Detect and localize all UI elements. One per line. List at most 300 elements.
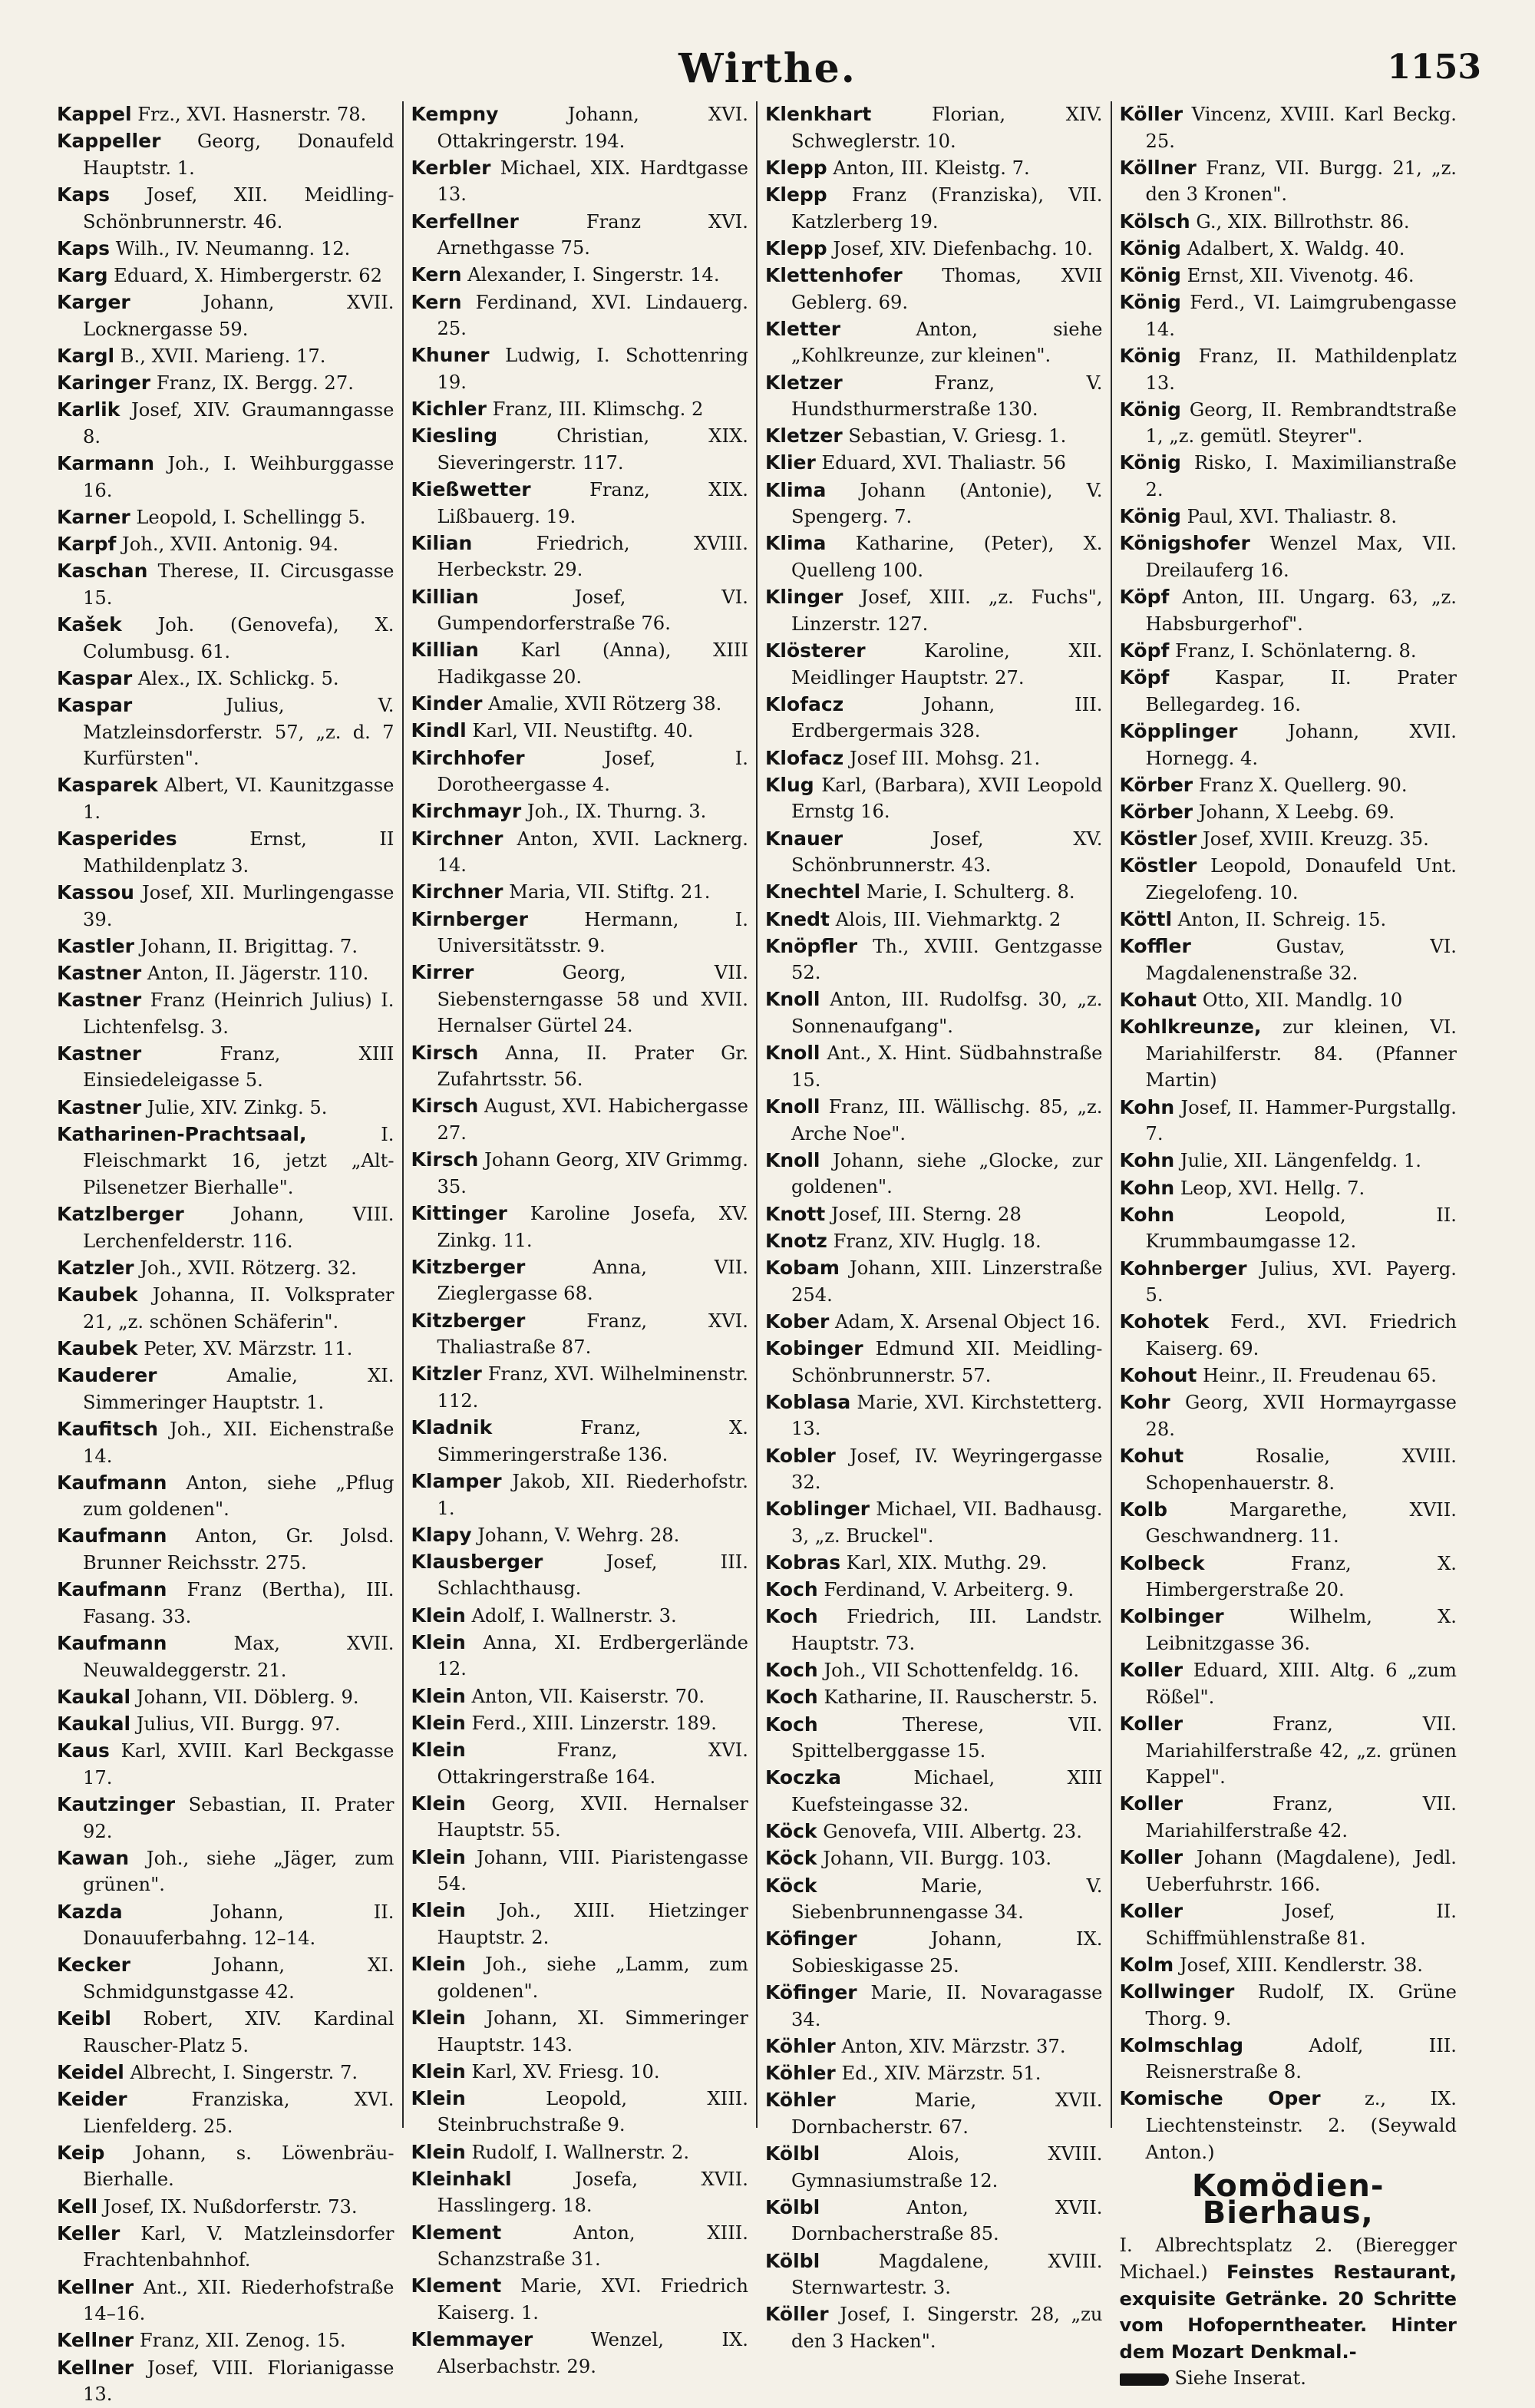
entry-name: Keidel: [57, 2060, 124, 2083]
directory-entry: [765, 1389, 1103, 1442]
directory-entry: [1120, 907, 1457, 933]
directory-entry: [765, 2060, 1103, 2087]
entry-name: Köfinger: [765, 1981, 857, 2004]
entry-details: Joh. (Genovefa), X. Columbusg. 61.: [83, 614, 394, 662]
entry-name: Kirchner: [411, 880, 503, 903]
entry-details: Kaspar, II. Prater Bellegardeg. 16.: [1145, 667, 1457, 715]
directory-entry: [57, 1470, 394, 1523]
entry-details: Franz, VII. Mariahilferstraße 42.: [1145, 1793, 1457, 1842]
entry-name: Klein: [411, 1792, 466, 1815]
directory-entry: [1120, 1095, 1457, 1148]
entry-details: Franz, III. Wällischg. 85, „z. Arche Noe".: [791, 1096, 1103, 1145]
entry-name: Klepp: [765, 156, 827, 179]
directory-entry: [57, 987, 394, 1040]
entry-name: Knott: [765, 1202, 826, 1225]
entry-details: Johann, II. Donauuferbahng. 12–14.: [83, 1901, 394, 1950]
entry-details: Josef, VIII. Florianigasse 13.: [83, 2357, 394, 2406]
directory-entry: [411, 1898, 749, 1951]
entry-name: Klettenhofer: [765, 263, 903, 286]
directory-entry: [1120, 718, 1457, 771]
directory-entry: [1120, 209, 1457, 236]
entry-details: Johann, III. Erdbergermais 328.: [791, 693, 1103, 742]
entry-details: Edmund XII. Meidling-Schönbrunnerstr. 57.: [791, 1337, 1103, 1386]
entry-details: Ferd., XIII. Linzerstr. 189.: [471, 1712, 717, 1734]
entry-details: Wilhelm, X. Leibnitzgasse 36.: [1145, 1606, 1457, 1655]
directory-entry: [57, 933, 394, 960]
entry-name: Kobler: [765, 1444, 836, 1467]
directory-entry: [411, 155, 749, 208]
entry-details: Ed., XIV. Märzstr. 51.: [841, 2063, 1041, 2085]
entry-details: Franz, I. Schönlaterng. 8.: [1175, 640, 1417, 662]
entry-name: Kölbl: [765, 2249, 820, 2272]
entry-name: Klamper: [411, 1469, 502, 1492]
directory-entry: [1120, 1657, 1457, 1710]
directory-entry: [1120, 772, 1457, 799]
entry-name: Kilian: [411, 531, 473, 554]
entry-name: Köhler: [765, 2062, 836, 2085]
directory-entry: [1120, 584, 1457, 637]
entry-name: Koblinger: [765, 1498, 870, 1521]
entry-name: König: [1119, 505, 1181, 528]
entry-name: Karner: [57, 505, 130, 528]
entry-details: Vincenz, XVIII. Karl Beckg. 25.: [1145, 104, 1457, 152]
entry-name: Köstler: [1119, 854, 1197, 877]
entry-details: August, XVI. Habichergasse 27.: [437, 1095, 748, 1145]
directory-entry: [1120, 1604, 1457, 1657]
entry-details: Joh., XVII. Antonig. 94.: [122, 533, 339, 556]
entry-details: Johann, VII. Burgg. 103.: [823, 1848, 1052, 1870]
entry-details: Josef, III. Sterng. 28: [830, 1203, 1022, 1225]
directory-entry: [411, 879, 749, 906]
directory-entry: [1120, 1202, 1457, 1255]
entry-name: Kaspar: [57, 666, 133, 689]
entry-details: Friedrich, III. Landstr. Hauptstr. 73.: [791, 1606, 1103, 1655]
entry-name: Köpf: [1119, 639, 1170, 662]
directory-entry: [1120, 665, 1457, 718]
entry-name: Kohlkreunze,: [1119, 1016, 1262, 1039]
entry-details: Michael, VII. Badhausg. 3, „z. Bruckel".: [791, 1498, 1103, 1547]
entry-details: Adalbert, X. Waldg. 40.: [1187, 237, 1405, 259]
directory-entry: [411, 1603, 749, 1630]
directory-entry: [411, 1791, 749, 1844]
entry-details: Ferdinand, V. Arbeiterg. 9.: [824, 1579, 1074, 1601]
entry-details: Anton, VII. Kaiserstr. 70.: [471, 1685, 705, 1707]
advertisement-body: [1120, 2232, 1457, 2365]
directory-entry: [1120, 987, 1457, 1014]
entry-details: Georg, XVII. Hernalser Hauptstr. 55.: [437, 1792, 748, 1842]
entry-name: Kellner: [57, 2329, 134, 2352]
entry-name: Koczka: [765, 1766, 841, 1789]
directory-entry: [765, 826, 1103, 879]
directory-entry: [765, 1657, 1103, 1684]
entry-details: Franz (Bertha), III. Fasang. 33.: [83, 1579, 394, 1627]
entry-details: Johann, V. Wehrg. 28.: [477, 1524, 680, 1546]
entry-name: Klein: [411, 2086, 466, 2109]
entry-name: Koch: [765, 1578, 818, 1601]
directory-entry: [411, 1951, 749, 2004]
directory-entry: [57, 2140, 394, 2193]
entry-details: Johann, II. Brigittag. 7.: [140, 935, 358, 957]
directory-entry: [57, 1577, 394, 1630]
entry-details: Amalie, XI. Simmeringer Hauptstr. 1.: [83, 1365, 394, 1413]
directory-entry: [57, 692, 394, 772]
entry-details: Karoline, XII. Meidlinger Hauptstr. 27.: [791, 640, 1103, 689]
entry-details: Josef, III. Schlachthausg.: [437, 1551, 748, 1600]
entry-name: Kastner: [57, 1095, 142, 1118]
entry-details: Josef, IX. Nußdorferstr. 73.: [103, 2195, 358, 2218]
directory-entry: [57, 612, 394, 665]
entry-details: Eduard, XVI. Thaliastr. 56: [821, 452, 1066, 474]
entry-name: Klepp: [765, 236, 827, 259]
entry-name: Kitzler: [411, 1363, 482, 1386]
entry-details: Amalie, XVII Rötzerg 38.: [488, 693, 722, 715]
entry-name: Klement: [411, 2221, 502, 2244]
directory-entry: [411, 1630, 749, 1683]
entry-name: Kern: [411, 290, 462, 313]
directory-entry: [765, 2301, 1103, 2354]
entry-details: Franz, XVI. Wilhelminenstr. 112.: [437, 1363, 748, 1412]
directory-entry: [1120, 263, 1457, 289]
directory-entry: [765, 1818, 1103, 1845]
entry-name: Kappeller: [57, 130, 161, 153]
entry-name: Karlik: [57, 398, 120, 421]
directory-entry: [411, 826, 749, 879]
directory-entry: [765, 745, 1103, 772]
entry-name: Kirchhofer: [411, 746, 525, 769]
entry-name: Klein: [411, 1684, 466, 1707]
entry-name: Katzler: [57, 1256, 134, 1279]
directory-entry: [411, 396, 749, 423]
directory-entry: [765, 1873, 1103, 1926]
entry-details: Anton, III. Ungarg. 63, „z. Habsburgerhof".: [1145, 586, 1457, 635]
entry-details: Franz, X. Himbergerstraße 20.: [1145, 1552, 1457, 1601]
entry-name: Kobam: [765, 1256, 840, 1279]
directory-entry: [765, 101, 1103, 154]
entry-name: Kiesling: [411, 424, 498, 448]
entry-name: Kell: [57, 2195, 98, 2218]
directory-entry: [57, 1095, 394, 1121]
directory-entry: [1120, 1014, 1457, 1094]
entry-details: Julie, XIV. Zinkg. 5.: [147, 1096, 328, 1118]
page-number: 1153: [1387, 48, 1481, 87]
entry-details: Franz, VII. Mariahilferstraße 42, „z. grünen Kappel".: [1145, 1713, 1457, 1789]
entry-name: Klein: [411, 2060, 466, 2083]
entry-details: Johann, XI. Simmeringer Hauptstr. 143.: [437, 2007, 748, 2056]
entry-details: Alois, III. Viehmarktg. 2: [835, 908, 1061, 930]
entry-details: Karl, XIX. Muthg. 29.: [846, 1552, 1048, 1574]
entry-name: Kolbinger: [1119, 1605, 1224, 1628]
entry-details: Anna, II. Prater Gr. Zufahrtsstr. 56.: [437, 1042, 748, 1091]
directory-entry: [57, 182, 394, 235]
entry-name: Kellner: [57, 2275, 134, 2298]
entry-details: Anton, XIV. Märzstr. 37.: [841, 2035, 1066, 2057]
entry-details: zur kleinen, VI. Mariahilferstr. 84. (Pfanner Martin): [1145, 1016, 1457, 1092]
entry-name: Kasparek: [57, 774, 158, 797]
entry-name: Kaus: [57, 1739, 110, 1762]
directory-entry: [765, 370, 1103, 423]
entry-name: Kaps: [57, 236, 111, 259]
directory-entry: [411, 289, 749, 342]
entry-name: König: [1119, 263, 1181, 286]
entry-name: Klausberger: [411, 1550, 543, 1573]
directory-entry: [57, 128, 394, 181]
entry-details: Joh., siehe „Lamm, zum goldenen".: [437, 1954, 748, 2002]
directory-entry: [1120, 1845, 1457, 1898]
entry-details: Rosalie, XVIII. Schopenhauerstr. 8.: [1145, 1445, 1457, 1494]
entry-name: Klein: [411, 1899, 466, 1922]
entry-details: Margarethe, XVII. Geschwandnerg. 11.: [1145, 1498, 1457, 1548]
entry-details: Albrecht, I. Singerstr. 7.: [130, 2061, 358, 2083]
directory-entry: [1120, 343, 1457, 396]
entry-details: Franz, XIV. Huglg. 18.: [833, 1230, 1041, 1252]
entry-name: Kautzinger: [57, 1792, 176, 1815]
entry-details: Johann, s. Löwenbräu-Bierhalle.: [83, 2142, 394, 2191]
directory-entry: [765, 933, 1103, 986]
entry-details: Karl (Anna), XIII Hadikgasse 20.: [437, 639, 748, 688]
directory-entry: [1120, 799, 1457, 826]
entry-name: Kohn: [1119, 1095, 1175, 1118]
directory-entry: [411, 262, 749, 289]
entry-details: Josef, XIV. Diefenbachg. 10.: [833, 237, 1093, 259]
directory-entry: [411, 342, 749, 395]
entry-name: Köck: [765, 1820, 817, 1843]
entry-name: Klemmayer: [411, 2328, 533, 2351]
entry-name: Kittinger: [411, 1202, 507, 1224]
entry-details: Wenzel, IX. Alserbachstr. 29.: [437, 2329, 748, 2377]
entry-name: Koblasa: [765, 1390, 851, 1413]
entry-details: Johann (Magdalene), Jedl. Ueberfuhrstr. 166.: [1145, 1847, 1457, 1895]
entry-details: Josef, VI. Gumpendorferstraße 76.: [437, 586, 748, 635]
entry-name: Kohn: [1119, 1176, 1175, 1199]
entry-name: Knauer: [765, 827, 843, 850]
entry-name: Kitzberger: [411, 1309, 526, 1332]
entry-name: Kastner: [57, 989, 142, 1012]
entry-details: Joh., siehe „Jäger, zum grünen".: [83, 1847, 394, 1896]
entry-name: Köttl: [1119, 908, 1173, 931]
entry-name: Keip: [57, 2141, 105, 2164]
entry-details: Rudolf, IX. Grüne Thorg. 9.: [1145, 1980, 1457, 2030]
entry-details: Franz, XII. Zenog. 15.: [139, 2330, 346, 2352]
entry-name: Köpf: [1119, 666, 1170, 689]
entry-name: Köpplinger: [1119, 719, 1238, 742]
entry-details: Josef, XIII. Kendlerstr. 38.: [1179, 1954, 1423, 1976]
entry-details: Franz XVI. Arnethgasse 75.: [437, 210, 748, 259]
entry-name: König: [1119, 451, 1181, 474]
entry-name: Körber: [1119, 773, 1193, 796]
entry-details: Karl, V. Matzleinsdorfer Frachtenbahnhof.: [83, 2222, 394, 2271]
entry-name: Kasperides: [57, 827, 177, 851]
entry-name: Katharinen-Prachtsaal,: [57, 1122, 307, 1145]
directory-entry: [1120, 1952, 1457, 1979]
entry-details: Magdalene, XVIII. Sternwartestr. 3.: [791, 2250, 1103, 2299]
directory-entry: [411, 2166, 749, 2219]
directory-entry: [57, 2327, 394, 2354]
directory-entry: [765, 263, 1103, 315]
directory-entry: [57, 1416, 394, 1469]
directory-entry: [1120, 101, 1457, 154]
entry-details: Sebastian, II. Prater 92.: [83, 1793, 394, 1842]
entry-name: Kargl: [57, 344, 115, 367]
entry-details: Franz, III. Klimschg. 2: [492, 398, 704, 421]
directory-entry: [57, 1523, 394, 1576]
entry-details: Leopold, XIII. Steinbruchstraße 9.: [437, 2087, 748, 2136]
entry-name: Klima: [765, 532, 827, 555]
entry-name: Königshofer: [1119, 532, 1250, 555]
directory-entry: [411, 1201, 749, 1254]
directory-entry: [1120, 1309, 1457, 1362]
directory-entry: [765, 530, 1103, 583]
entry-name: Klein: [411, 1953, 466, 1976]
entry-details: Franz (Heinrich Julius) I. Lichtenfelsg. 3.: [83, 989, 394, 1038]
entry-details: Gustav, VI. Magdalenenstraße 32.: [1145, 936, 1457, 984]
entry-name: Köhler: [765, 2089, 836, 2112]
entry-name: Klement: [411, 2274, 502, 2297]
entry-name: Kolb: [1119, 1498, 1168, 1521]
entry-name: Kaspar: [57, 693, 133, 716]
directory-entry: [765, 1765, 1103, 1818]
entry-name: Kecker: [57, 1954, 130, 1977]
directory-entry: [765, 1201, 1103, 1228]
directory-entry: [57, 2060, 394, 2086]
entry-details: Marie, XVI. Kirchstetterg. 13.: [791, 1391, 1103, 1440]
directory-entry: [57, 666, 394, 692]
entry-name: Köllner: [1119, 156, 1197, 179]
directory-entry: [765, 155, 1103, 182]
entry-details: Alex., IX. Schlickg. 5.: [137, 667, 339, 689]
entry-details: Michael, XIX. Hardtgasse 13.: [437, 157, 748, 206]
directory-entry: [411, 2005, 749, 2058]
entry-details: Johanna, II. Volksprater 21, „z. schönen Schäferin".: [83, 1284, 394, 1333]
directory-entry: [765, 986, 1103, 1039]
entry-details: Johann, VIII. Lerchenfelderstr. 116.: [83, 1204, 394, 1252]
directory-entry: [411, 1308, 749, 1361]
entry-name: Kölbl: [765, 2195, 820, 2218]
advertisement-highlight: Feinstes Restaurant, exquisite Getränke. 20 Schritte vom Hofoperntheater. Hinter dem Mozart Denkmal.-: [1119, 2261, 1457, 2363]
entry-details: Anton, III. Rudolfsg. 30, „z. Sonnenaufgang".: [791, 989, 1103, 1038]
entry-name: König: [1119, 398, 1181, 421]
entry-details: Albert, VI. Kaunitzgasse 1.: [83, 775, 394, 823]
entry-details: Risko, I. Maximilianstraße 2.: [1145, 452, 1457, 501]
directory-entry: [411, 477, 749, 530]
directory-entry: [765, 1712, 1103, 1765]
entry-details: Johann, XIII. Linzerstraße 254.: [791, 1257, 1103, 1306]
directory-entry: [1120, 1148, 1457, 1174]
entry-name: Klofacz: [765, 746, 844, 769]
entry-details: I. Fleischmarkt 16, jetzt „Alt-Pilsenetzer Bierhalle".: [83, 1123, 394, 1198]
entry-details: Joh., I. Weihburggasse 16.: [83, 453, 394, 501]
entry-name: Karg: [57, 263, 108, 286]
entry-details: Frz., XVI. Hasnerstr. 78.: [137, 104, 367, 125]
entry-details: Katharine, (Peter), X. Quelleng 100.: [791, 533, 1103, 582]
entry-details: Maria, VII. Stiftg. 21.: [509, 881, 711, 903]
entry-name: Koller: [1119, 1659, 1183, 1682]
entry-name: Karpf: [57, 533, 117, 556]
directory-entry: [57, 1899, 394, 1952]
entry-details: Wilh., IV. Neumanng. 12.: [115, 237, 351, 259]
directory-entry: [765, 1577, 1103, 1604]
entry-details: Ant., XII. Riederhofstraße 14–16.: [83, 2276, 394, 2325]
directory-entry: [57, 1630, 394, 1683]
entry-name: Kerbler: [411, 156, 491, 179]
directory-entry: [1120, 1711, 1457, 1791]
entry-details: Franz, VII. Burgg. 21, „z. den 3 Kronen".: [1145, 157, 1457, 206]
entry-details: Joh., IX. Thurng. 3.: [527, 801, 707, 823]
entry-details: Franz, IX. Bergg. 27.: [156, 372, 354, 395]
directory-entry: [765, 1845, 1103, 1872]
entry-details: Franziska, XVI. Lienfelderg. 25.: [83, 2089, 394, 2137]
entry-details: Joh., XVII. Rötzerg. 32.: [140, 1257, 357, 1279]
directory-entry: [411, 691, 749, 718]
entry-name: Kobras: [765, 1551, 841, 1574]
directory-entry: [411, 1093, 749, 1146]
directory-entry: [57, 397, 394, 450]
directory-entry: [57, 1041, 394, 1094]
directory-entry: [57, 2086, 394, 2139]
entry-name: Karmann: [57, 452, 155, 475]
directory-entry: [765, 1604, 1103, 1657]
entry-name: Koller: [1119, 1713, 1183, 1735]
entry-details: Karl, XV. Friesg. 10.: [471, 2060, 660, 2083]
entry-name: Kölsch: [1119, 210, 1190, 233]
column-3: [765, 101, 1103, 2352]
entry-name: Koch: [765, 1605, 818, 1628]
directory-entry: [765, 1336, 1103, 1389]
directory-entry: [765, 1255, 1103, 1308]
directory-entry: [765, 2033, 1103, 2060]
directory-entry: [57, 772, 394, 825]
entry-details: B., XVII. Marieng. 17.: [120, 345, 326, 367]
directory-entry: [57, 2006, 394, 2059]
directory-entry: [411, 745, 749, 798]
directory-entry: [57, 451, 394, 504]
directory-entry: [411, 1845, 749, 1898]
entry-details: Josefa, XVII. Hasslingerg. 18.: [437, 2168, 748, 2217]
entry-details: Max, XVII. Neuwaldeggerstr. 21.: [83, 1633, 394, 1681]
entry-name: Klein: [411, 1630, 466, 1653]
entry-name: Keller: [57, 2221, 120, 2244]
directory-entry: [1120, 2086, 1457, 2165]
entry-name: Kaschan: [57, 560, 148, 583]
entry-details: Leopold, Donaufeld Unt. Ziegelofeng. 10.: [1145, 855, 1457, 903]
entry-details: Franz, II. Mathildenplatz 13.: [1145, 345, 1457, 394]
advertisement-address: I. Albrechtsplatz 2. (Bieregger Michael.): [1119, 2235, 1457, 2284]
directory-entry: [57, 1201, 394, 1254]
directory-entry: [1120, 450, 1457, 503]
directory-entry: [765, 584, 1103, 637]
entry-details: Franz X. Quellerg. 90.: [1198, 774, 1408, 796]
entry-details: Josef, IV. Weyringergasse 32.: [791, 1445, 1103, 1494]
entry-details: Adolf, III. Reisnerstraße 8.: [1145, 2034, 1457, 2083]
entry-name: Kastner: [57, 961, 142, 984]
pointing-hand-icon: [1120, 2373, 1169, 2386]
directory-entry: [57, 1336, 394, 1363]
entry-details: Ferdinand, XVI. Lindauerg. 25.: [437, 291, 748, 340]
entry-name: Kassou: [57, 880, 134, 903]
entry-name: Klofacz: [765, 692, 844, 715]
entry-details: Franz, X. Simmeringerstraße 136.: [437, 1417, 748, 1465]
entry-name: Kießwetter: [411, 478, 531, 501]
directory-entry: [1120, 1389, 1457, 1442]
entry-details: Alexander, I. Singerstr. 14.: [467, 264, 720, 286]
directory-entry: [411, 1737, 749, 1790]
entry-details: Wenzel Max, VII. Dreilauferg 16.: [1145, 533, 1457, 582]
entry-details: Leopold, I. Schellingg 5.: [136, 506, 366, 528]
directory-entry: [765, 423, 1103, 450]
directory-entry: [765, 450, 1103, 477]
directory-entry: [411, 1415, 749, 1468]
advertisement-footer: Siehe Inserat.: [1174, 2367, 1306, 2390]
entry-name: Kohout: [1119, 1364, 1197, 1387]
